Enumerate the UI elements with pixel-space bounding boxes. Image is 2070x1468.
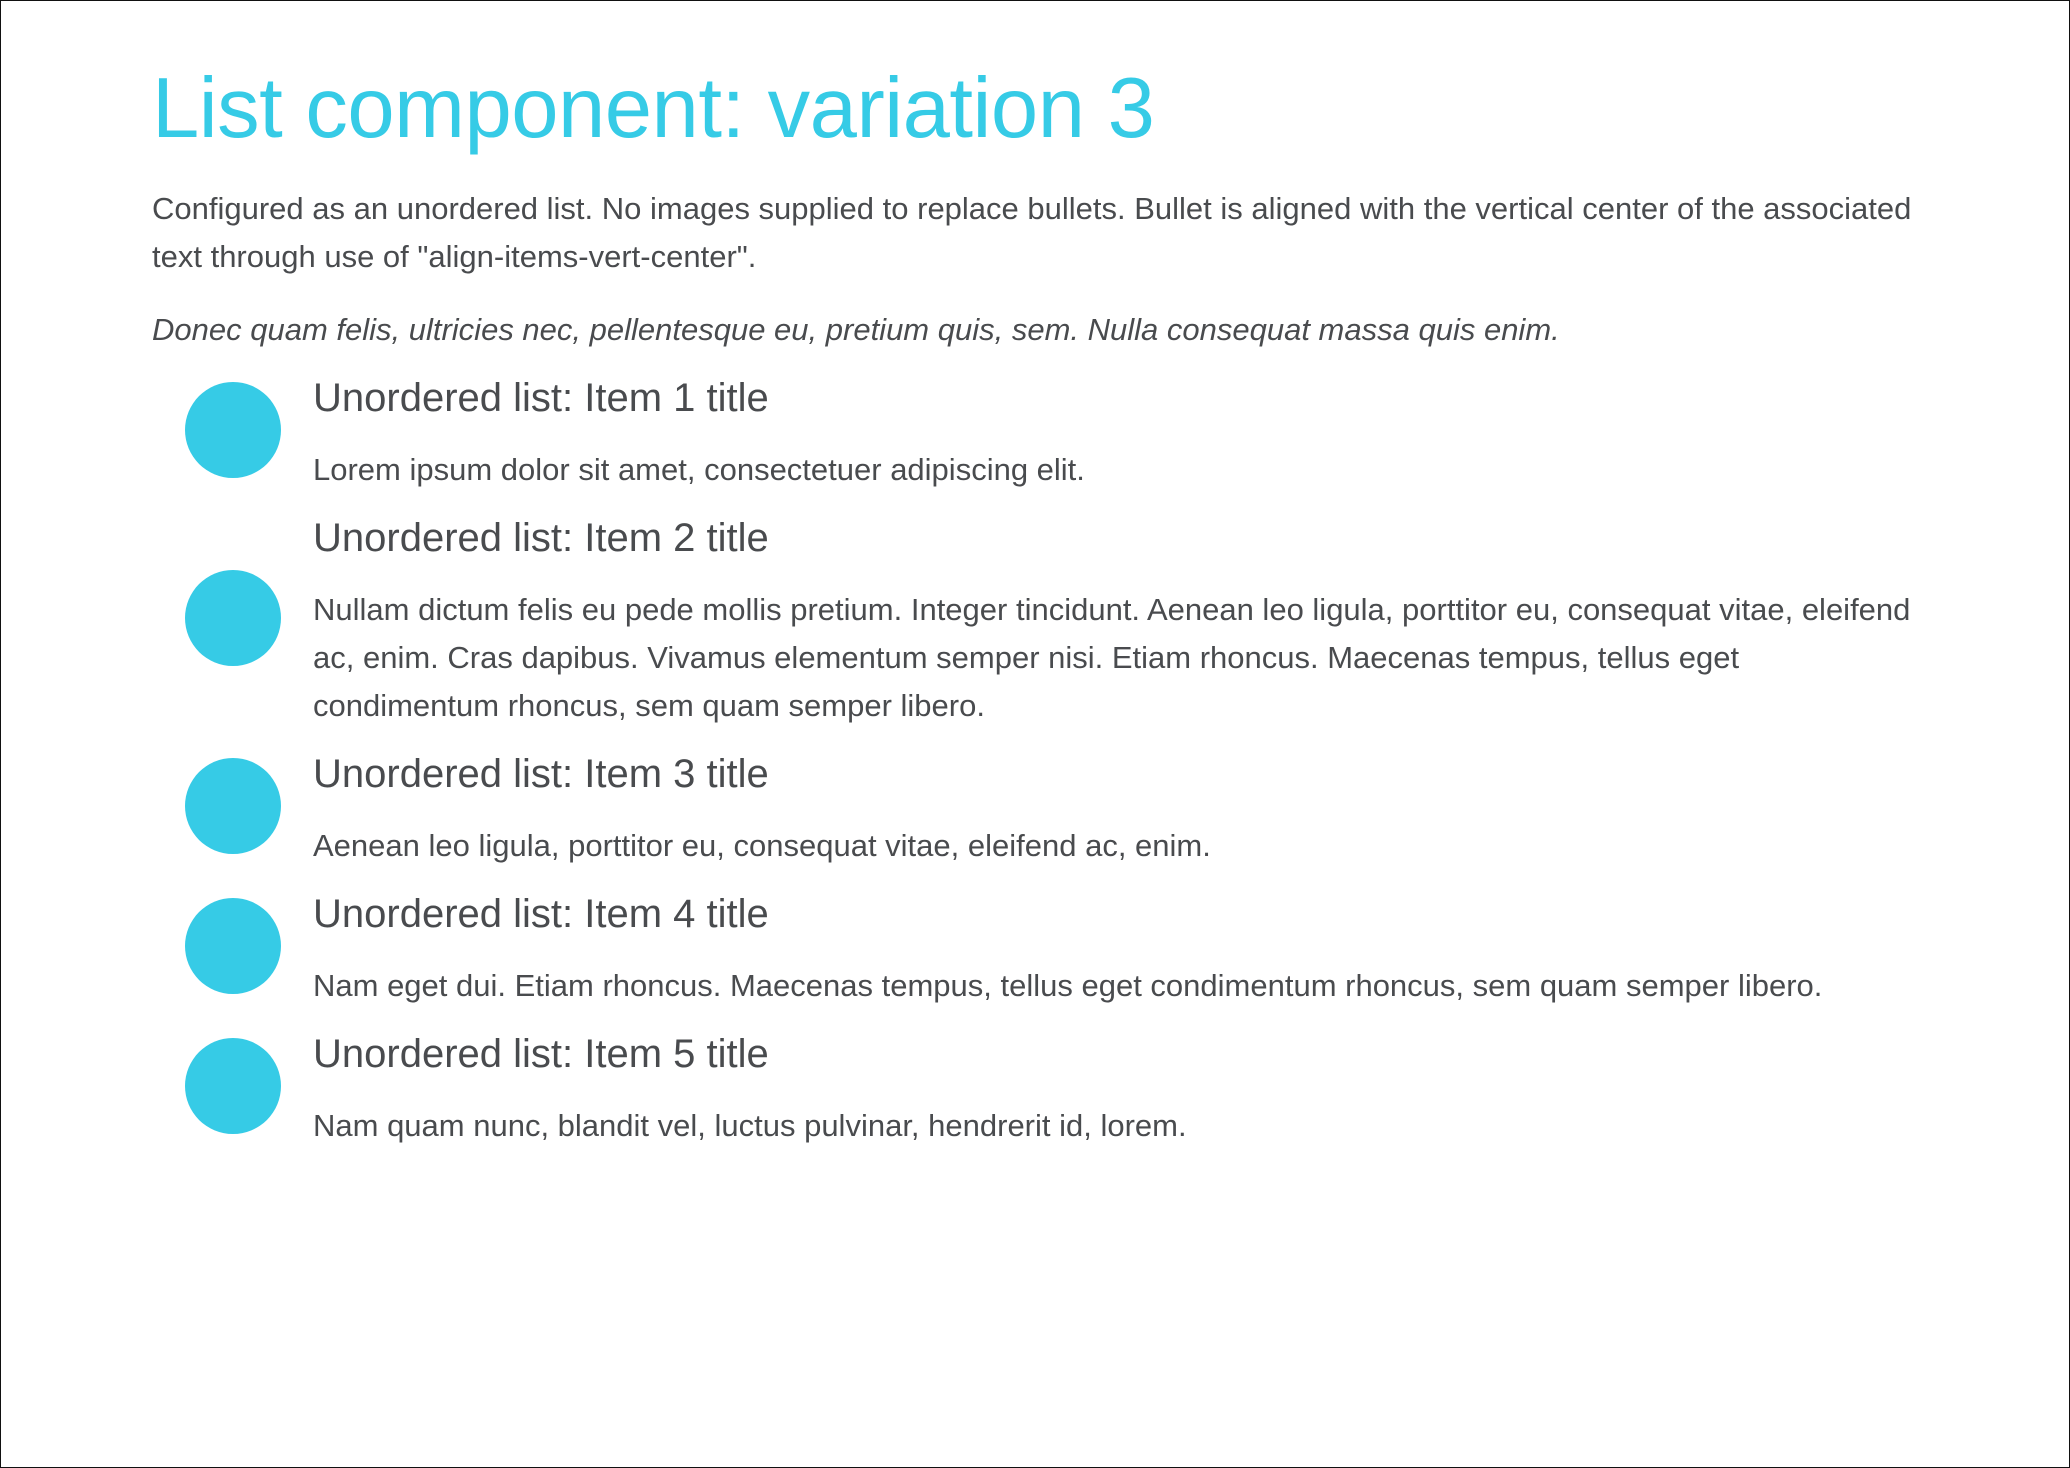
list-item (152, 882, 1912, 1022)
list-item (152, 366, 1912, 506)
list-item-text: Aenean leo ligula, porttitor eu, consequat vitae, eleifend ac, enim. (313, 828, 1211, 863)
circle-bullet-icon (185, 570, 281, 666)
list-item-title: Unordered list: Item 3 title (313, 752, 769, 796)
list-item-body (313, 366, 1912, 494)
list-item-body (313, 882, 1912, 1010)
list-item-text: Lorem ipsum dolor sit amet, consectetuer adipiscing elit. (313, 452, 1085, 487)
list-item (152, 506, 1912, 742)
page-title: List component: variation 3 (152, 61, 1155, 156)
list-item-title: Unordered list: Item 1 title (313, 376, 769, 420)
circle-bullet-icon (185, 1038, 281, 1134)
list-item-text: Nam eget dui. Etiam rhoncus. Maecenas tempus, tellus eget condimentum rhoncus, sem quam semper libero. (313, 968, 1823, 1003)
list-item-text: Nullam dictum felis eu pede mollis pretium. Integer tincidunt. Aenean leo ligula, porttitor eu, consequat vitae, eleifend ac, enim. Cras dapibus. Vivamus elementum semper nisi. Etiam rhoncus. Maecenas tempus, tellus eget condimentum rhoncus, sem quam semper libero. (313, 592, 1911, 723)
list-item-body (313, 506, 1912, 730)
list-item-body (313, 1022, 1912, 1150)
circle-bullet-icon (185, 758, 281, 854)
list-item (152, 1022, 1912, 1162)
list-component (152, 49, 1912, 1162)
circle-bullet-icon (185, 382, 281, 478)
list-item (152, 742, 1912, 882)
list-item-body (313, 742, 1912, 870)
intro-paragraph: Configured as an unordered list. No images supplied to replace bullets. Bullet is aligned with the vertical center of the associated text through use of "align-items-vert-center". (152, 191, 1912, 274)
italic-note: Donec quam felis, ultricies nec, pellentesque eu, pretium quis, sem. Nulla consequat massa quis enim. (152, 312, 1560, 347)
list-item-title: Unordered list: Item 4 title (313, 892, 769, 936)
list-item-title: Unordered list: Item 2 title (313, 516, 769, 560)
list-item-title: Unordered list: Item 5 title (313, 1032, 769, 1076)
circle-bullet-icon (185, 898, 281, 994)
list-item-text: Nam quam nunc, blandit vel, luctus pulvinar, hendrerit id, lorem. (313, 1108, 1187, 1143)
unordered-list (152, 366, 1912, 1162)
